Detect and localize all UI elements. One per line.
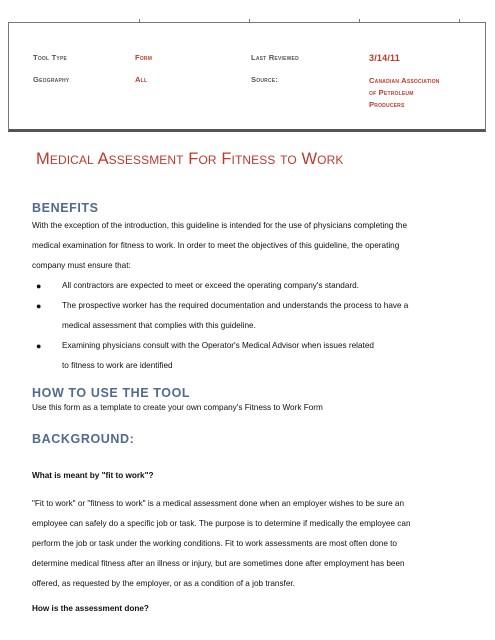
source-label: Source: bbox=[251, 75, 279, 84]
benefits-list bbox=[32, 276, 472, 376]
benefits-intro-line: company must ensure that: bbox=[32, 261, 131, 270]
answer-line: offered, as requested by the employer, or as a condition of a job transfer. bbox=[32, 579, 295, 588]
last-reviewed-value: 3/14/11 bbox=[369, 53, 400, 63]
list-item bbox=[32, 276, 472, 296]
how-to-heading: HOW TO USE THE TOOL bbox=[32, 386, 191, 400]
tool-type-value: Form bbox=[135, 53, 153, 62]
list-item-line: medical assessment that complies with this guideline. bbox=[62, 321, 256, 330]
answer-line: perform the job or task under the working conditions. Fit to work assessments are most often done to bbox=[32, 539, 397, 548]
question-assessment-done: How is the assessment done? bbox=[32, 604, 149, 613]
tool-type-label: Tool Type bbox=[33, 53, 68, 62]
bullet-icon: ● bbox=[36, 301, 42, 311]
source-line: of Petroleum bbox=[369, 88, 414, 97]
list-item-line: to fitness to work are identified bbox=[62, 361, 173, 370]
document-title: Medical Assessment For Fitness to Work bbox=[36, 150, 344, 168]
bullet-icon: ● bbox=[36, 341, 42, 351]
list-item-line: The prospective worker has the required documentation and understands the process to have a bbox=[62, 301, 409, 310]
how-to-text: Use this form as a template to create your own company's Fitness to Work Form bbox=[32, 403, 323, 412]
list-item-line: All contractors are expected to meet or exceed the operating company's standard. bbox=[62, 281, 359, 290]
answer-line: "Fit to work" or "fitness to work" is a medical assessment done when an employer wishes to be sure an bbox=[32, 499, 405, 508]
document-meta-table bbox=[8, 22, 486, 132]
geography-value: All bbox=[135, 75, 148, 84]
source-value bbox=[369, 75, 440, 111]
answer-line: employee can safely do a specific job or task. The purpose is to determine if medically the employee can bbox=[32, 519, 411, 528]
benefits-intro-line: medical examination for fitness to work. In order to meet the objectives of this guideline, the operating bbox=[32, 241, 400, 250]
bullet-icon: ● bbox=[36, 281, 42, 291]
list-item bbox=[32, 296, 472, 336]
answer-fit-to-work bbox=[32, 494, 472, 594]
benefits-intro bbox=[32, 216, 472, 276]
background-heading: BACKGROUND: bbox=[32, 432, 135, 446]
table-top-ticks bbox=[9, 19, 485, 23]
list-item-line: Examining physicians consult with the Operator's Medical Advisor when issues related bbox=[62, 341, 374, 350]
source-line: Producers bbox=[369, 100, 405, 109]
geography-label: Geography bbox=[33, 75, 70, 84]
last-reviewed-label: Last Reviewed bbox=[251, 53, 299, 62]
benefits-heading: BENEFITS bbox=[32, 201, 99, 215]
source-line: Canadian Association bbox=[369, 76, 440, 85]
benefits-intro-line: With the exception of the introduction, this guideline is intended for the use of physicians completing the bbox=[32, 221, 408, 230]
answer-line: determine medical fitness after an illness or injury, but are sometimes done after employment has been bbox=[32, 559, 405, 568]
question-fit-to-work: What is meant by "fit to work"? bbox=[32, 471, 154, 480]
list-item bbox=[32, 336, 472, 376]
